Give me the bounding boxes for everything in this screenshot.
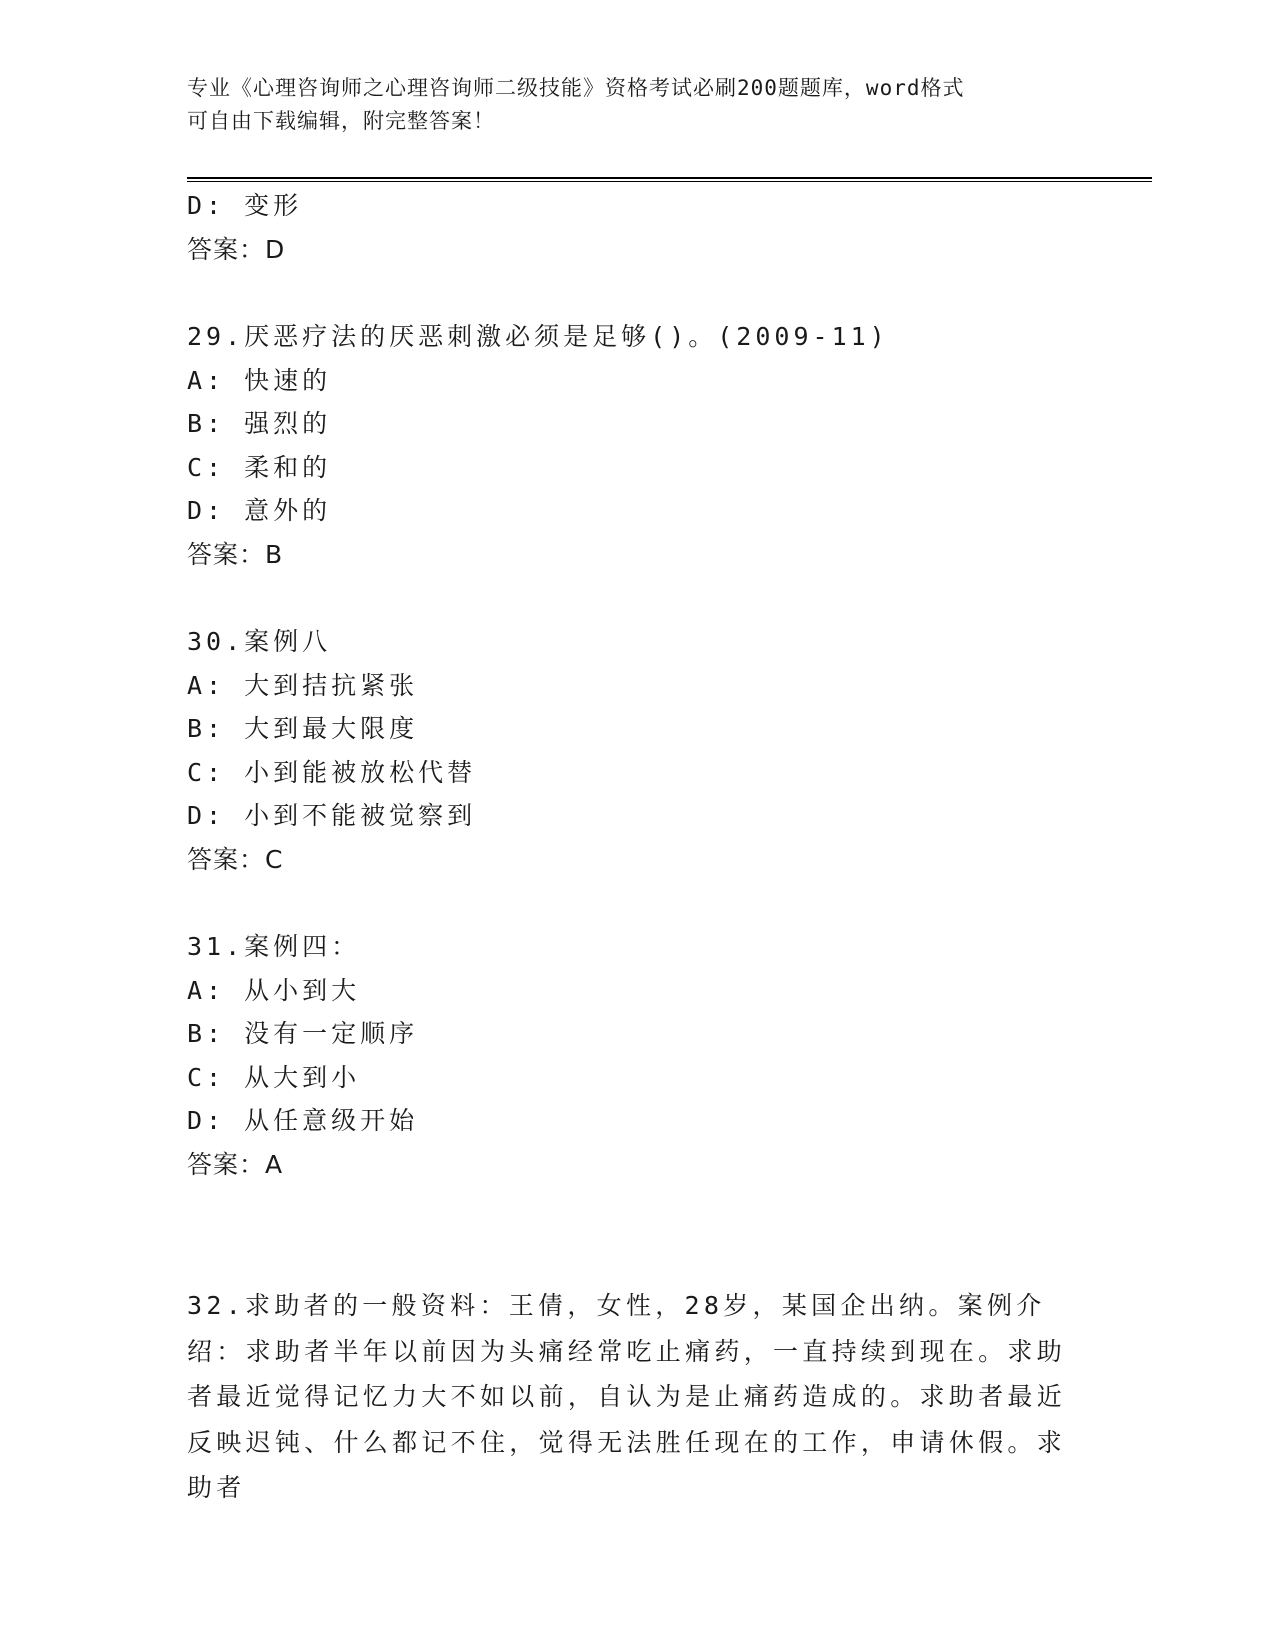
question-30-option-a: A: 大到拮抗紧张 [187,671,419,700]
question-29-option-c: C: 柔和的 [187,453,332,482]
question-31-option-c: C: 从大到小 [187,1063,361,1092]
question-31-answer: 答案：A [187,1150,284,1179]
question-30-option-c: C: 小到能被放松代替 [187,758,477,787]
question-31-stem: 31.案例四： [187,932,361,961]
question-30-answer: 答案：C [187,845,284,874]
question-29-stem: 29.厌恶疗法的厌恶刺激必须是足够()。(2009-11) [187,322,889,351]
question-30-option-d: D: 小到不能被觉察到 [187,801,477,830]
question-30-option-b: B: 大到最大限度 [187,714,419,743]
question-31-option-b: B: 没有一定顺序 [187,1019,419,1048]
header-title-line-1: 专业《心理咨询师之心理咨询师二级技能》资格考试必刷200题题库，word格式 [187,76,965,100]
question-30-stem: 30.案例八 [187,627,332,656]
question-29-option-d: D: 意外的 [187,496,332,525]
question-31-option-d: D: 从任意级开始 [187,1106,419,1135]
question-29-answer: 答案：B [187,540,284,569]
question-29-option-a: A: 快速的 [187,366,332,395]
question-31-option-a: A: 从小到大 [187,976,361,1005]
header-divider [187,177,1152,182]
question-29-option-b: B: 强烈的 [187,409,332,438]
question-32-text: 32.求助者的一般资料：王倩，女性，28岁，某国企出纳。案例介绍：求助者半年以前因为头痛经常吃止痛药，一直持续到现在。求助者最近觉得记忆力大不如以前，自认为是止痛药造成的。求助者最近反映迟钝、什么都记不住，觉得无法胜任现在的工作，申请休假。求助者 [187,1291,1067,1502]
prev-option-d: D: 变形 [187,191,303,220]
page-header [187,72,1087,138]
header-title-line-2: 可自由下载编辑，附完整答案！ [187,109,495,133]
prev-answer: 答案：D [187,235,286,264]
